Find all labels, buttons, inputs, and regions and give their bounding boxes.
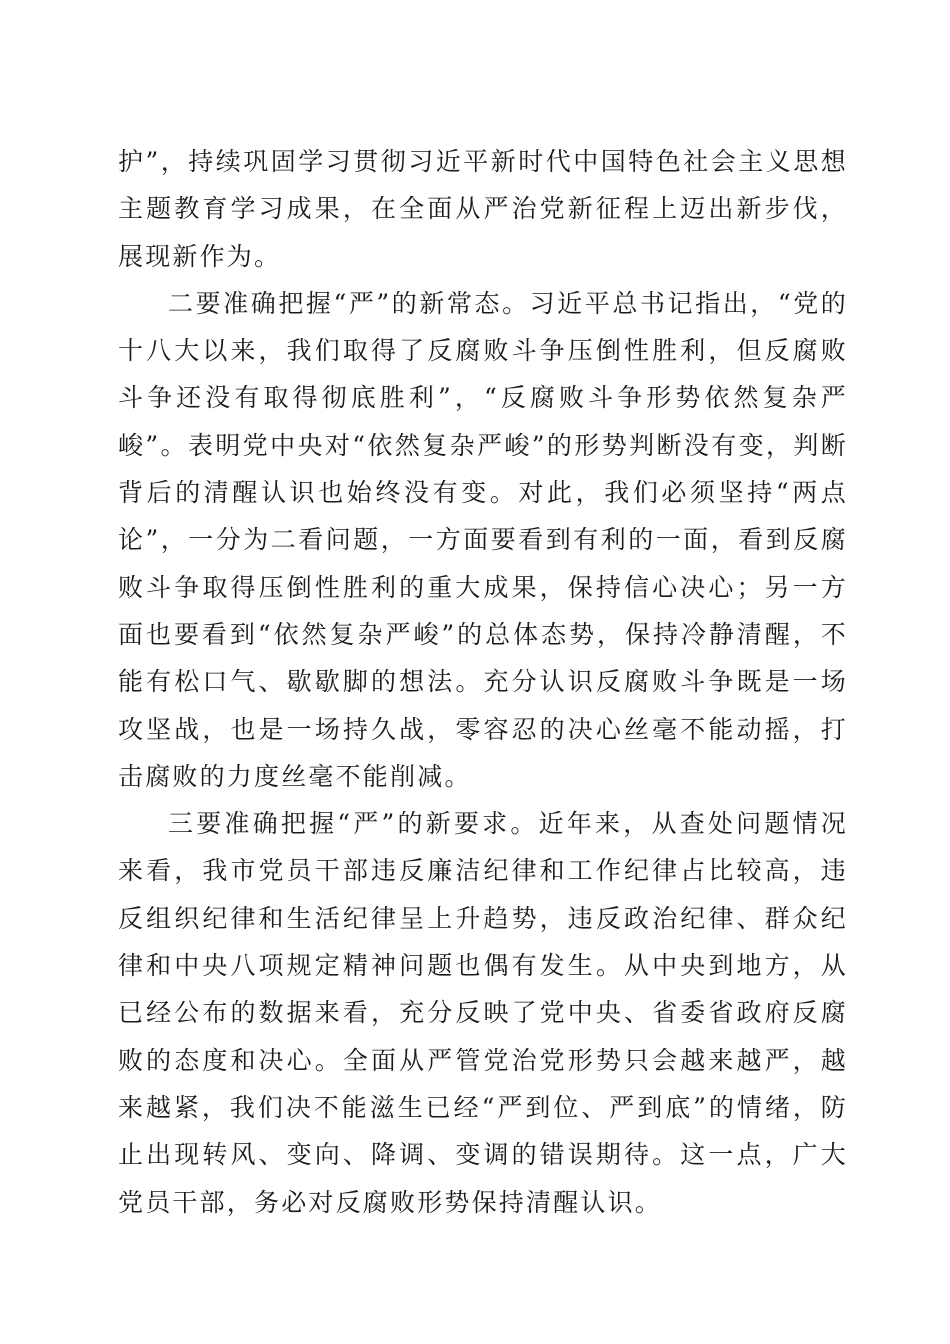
body-text (118, 138, 848, 1226)
paragraph-new-requirements: 三要准确把握“严”的新要求。近年来，从查处问题情况来看，我市党员干部违反廉洁纪律和工作纪律占比较高，违反组织纪律和生活纪律呈上升趋势，违反政治纪律、群众纪律和中央八项规定精神问题也偶有发生。从中央到地方，从已经公布的数据来看，充分反映了党中央、省委省政府反腐败的态度和决心。全面从严管党治党形势只会越来越严，越来越紧，我们决不能滋生已经“严到位、严到底”的情绪，防止出现转风、变向、降调、变调的错误期待。这一点，广大党员干部，务必对反腐败形势保持清醒认识。 (118, 809, 848, 1217)
paragraph-new-normal: 二要准确把握“严”的新常态。习近平总书记指出，“党的十八大以来，我们取得了反腐败斗争压倒性胜利，但反腐败斗争还没有取得彻底胜利”，“反腐败斗争形势依然复杂严峻”。表明党中央对“依然复杂严峻”的形势判断没有变，判断背后的清醒认识也始终没有变。对此，我们必须坚持“两点论”，一分为二看问题，一方面要看到有利的一面，看到反腐败斗争取得压倒性胜利的重大成果，保持信心决心；另一方面也要看到“依然复杂严峻”的总体态势，保持冷静清醒，不能有松口气、歇歇脚的想法。充分认识反腐败斗争既是一场攻坚战，也是一场持久战，零容忍的决心丝毫不能动摇，打击腐败的力度丝毫不能削减。 (118, 288, 848, 791)
paragraph-continuation: 护”，持续巩固学习贯彻习近平新时代中国特色社会主义思想主题教育学习成果，在全面从严治党新征程上迈出新步伐，展现新作为。 (118, 147, 848, 271)
